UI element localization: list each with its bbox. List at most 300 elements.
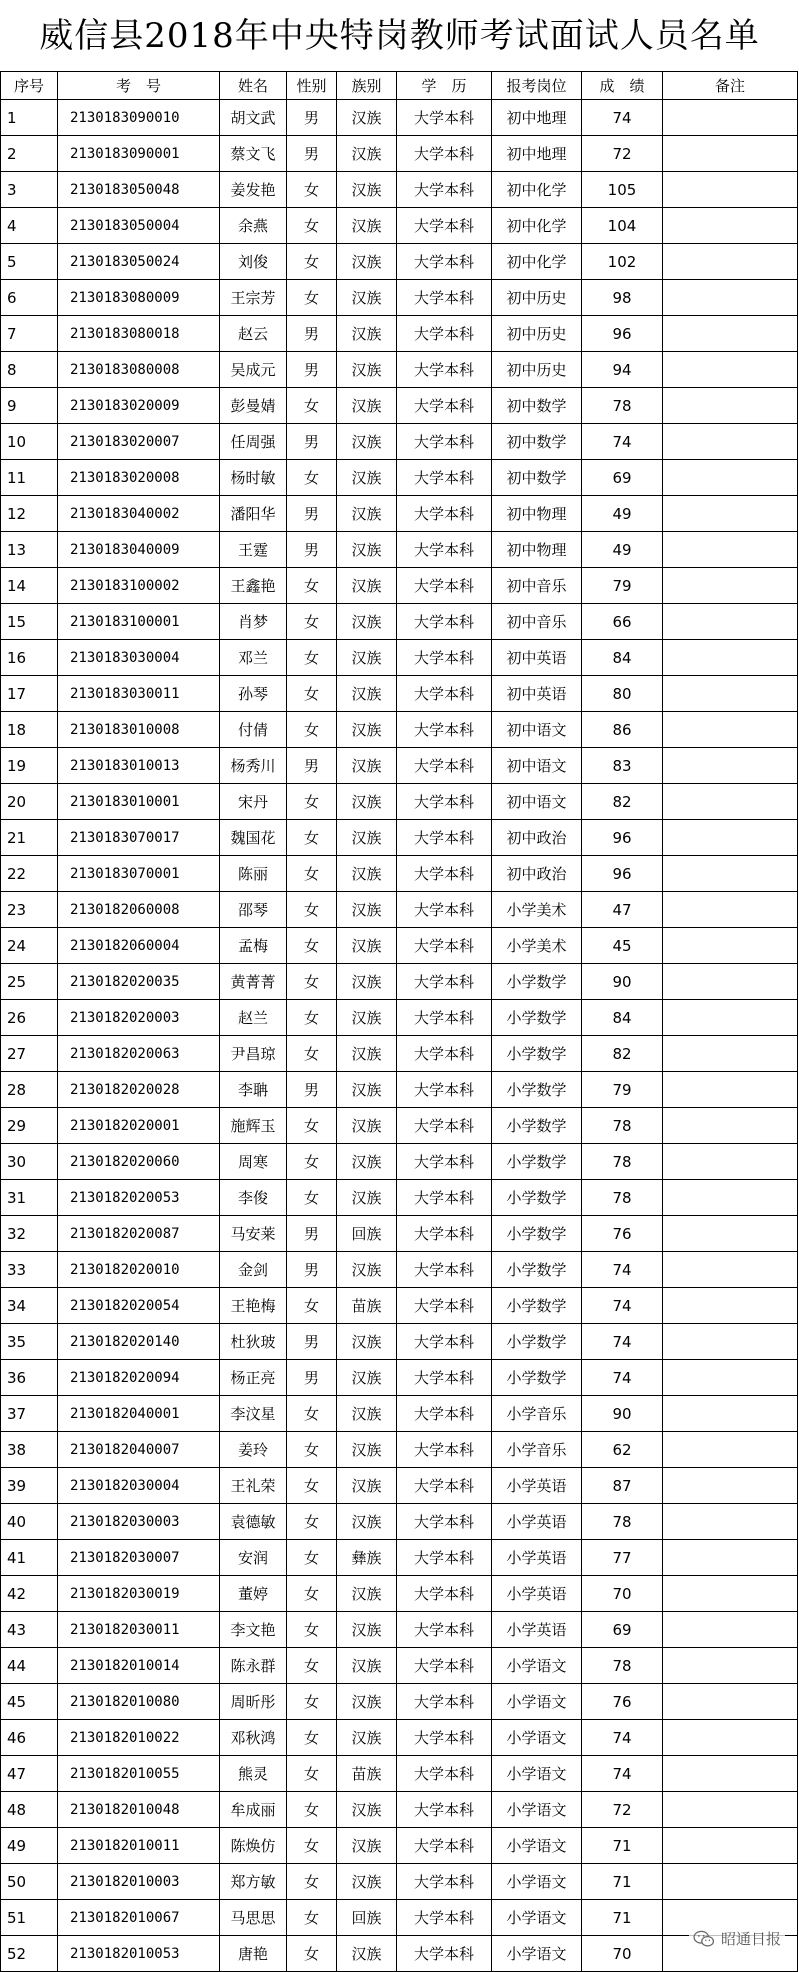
cell-name: 余燕 (220, 208, 287, 244)
cell-score: 102 (582, 244, 663, 280)
cell-remarks (663, 136, 798, 172)
cell-education: 大学本科 (397, 1324, 492, 1360)
cell-gender: 男 (287, 532, 337, 568)
cell-index: 47 (1, 1756, 58, 1792)
cell-exam-number: 2130183070017 (58, 820, 220, 856)
cell-exam-number: 2130182020060 (58, 1144, 220, 1180)
cell-index: 7 (1, 316, 58, 352)
table-row (1, 1648, 798, 1684)
table-row (1, 568, 798, 604)
cell-index: 19 (1, 748, 58, 784)
cell-position: 初中数学 (492, 460, 582, 496)
watermark-text: 昭通日报 (720, 1930, 781, 1948)
cell-ethnicity: 汉族 (337, 1648, 397, 1684)
cell-exam-number: 2130183080018 (58, 316, 220, 352)
cell-position: 初中数学 (492, 388, 582, 424)
cell-remarks (663, 1036, 798, 1072)
watermark (689, 1926, 785, 1951)
cell-remarks (663, 388, 798, 424)
cell-index: 26 (1, 1000, 58, 1036)
cell-position: 初中语文 (492, 712, 582, 748)
cell-ethnicity: 回族 (337, 1216, 397, 1252)
cell-remarks (663, 1684, 798, 1720)
cell-education: 大学本科 (397, 1036, 492, 1072)
cell-exam-number: 2130182010053 (58, 1936, 220, 1972)
cell-education: 大学本科 (397, 1144, 492, 1180)
cell-name: 施辉玉 (220, 1108, 287, 1144)
cell-exam-number: 2130182040001 (58, 1396, 220, 1432)
cell-education: 大学本科 (397, 1180, 492, 1216)
cell-name: 赵云 (220, 316, 287, 352)
cell-index: 42 (1, 1576, 58, 1612)
cell-exam-number: 2130183090001 (58, 136, 220, 172)
cell-index: 48 (1, 1792, 58, 1828)
cell-remarks (663, 1144, 798, 1180)
cell-education: 大学本科 (397, 460, 492, 496)
cell-position: 小学语文 (492, 1828, 582, 1864)
cell-remarks (663, 1756, 798, 1792)
cell-index: 40 (1, 1504, 58, 1540)
cell-position: 小学英语 (492, 1504, 582, 1540)
cell-exam-number: 2130182010014 (58, 1648, 220, 1684)
cell-score: 98 (582, 280, 663, 316)
cell-index: 46 (1, 1720, 58, 1756)
cell-exam-number: 2130183080008 (58, 352, 220, 388)
cell-remarks (663, 1648, 798, 1684)
table-row (1, 1576, 798, 1612)
cell-index: 14 (1, 568, 58, 604)
cell-index: 2 (1, 136, 58, 172)
cell-name: 彭曼婧 (220, 388, 287, 424)
cell-name: 李文艳 (220, 1612, 287, 1648)
cell-gender: 男 (287, 1252, 337, 1288)
cell-education: 大学本科 (397, 1900, 492, 1936)
cell-index: 52 (1, 1936, 58, 1972)
cell-index: 18 (1, 712, 58, 748)
cell-position: 初中语文 (492, 748, 582, 784)
cell-gender: 女 (287, 676, 337, 712)
cell-remarks (663, 424, 798, 460)
cell-name: 胡文武 (220, 100, 287, 136)
cell-index: 50 (1, 1864, 58, 1900)
cell-remarks (663, 1468, 798, 1504)
cell-exam-number: 2130182010003 (58, 1864, 220, 1900)
cell-gender: 女 (287, 1288, 337, 1324)
cell-education: 大学本科 (397, 1216, 492, 1252)
cell-exam-number: 2130182010067 (58, 1900, 220, 1936)
cell-score: 69 (582, 1612, 663, 1648)
table-row (1, 928, 798, 964)
table-row (1, 1000, 798, 1036)
cell-exam-number: 2130182020001 (58, 1108, 220, 1144)
cell-ethnicity: 汉族 (337, 712, 397, 748)
cell-gender: 女 (287, 604, 337, 640)
cell-ethnicity: 汉族 (337, 964, 397, 1000)
cell-position: 小学语文 (492, 1756, 582, 1792)
cell-remarks (663, 604, 798, 640)
cell-score: 74 (582, 424, 663, 460)
cell-gender: 男 (287, 316, 337, 352)
cell-name: 唐艳 (220, 1936, 287, 1972)
cell-gender: 女 (287, 1180, 337, 1216)
cell-education: 大学本科 (397, 1936, 492, 1972)
cell-name: 李俊 (220, 1180, 287, 1216)
cell-gender: 女 (287, 1936, 337, 1972)
cell-education: 大学本科 (397, 892, 492, 928)
cell-education: 大学本科 (397, 1468, 492, 1504)
cell-index: 27 (1, 1036, 58, 1072)
cell-exam-number: 2130182030004 (58, 1468, 220, 1504)
cell-name: 尹昌琼 (220, 1036, 287, 1072)
cell-position: 初中历史 (492, 280, 582, 316)
table-row (1, 316, 798, 352)
cell-index: 12 (1, 496, 58, 532)
cell-index: 23 (1, 892, 58, 928)
cell-position: 小学美术 (492, 928, 582, 964)
cell-position: 初中音乐 (492, 604, 582, 640)
cell-gender: 女 (287, 1000, 337, 1036)
table-row (1, 820, 798, 856)
cell-exam-number: 2130183010008 (58, 712, 220, 748)
cell-gender: 男 (287, 748, 337, 784)
cell-gender: 女 (287, 172, 337, 208)
cell-gender: 女 (287, 1396, 337, 1432)
cell-education: 大学本科 (397, 1756, 492, 1792)
cell-score: 104 (582, 208, 663, 244)
cell-education: 大学本科 (397, 568, 492, 604)
cell-position: 小学音乐 (492, 1432, 582, 1468)
cell-position: 初中政治 (492, 820, 582, 856)
cell-gender: 男 (287, 496, 337, 532)
cell-gender: 男 (287, 424, 337, 460)
cell-name: 肖梦 (220, 604, 287, 640)
cell-index: 38 (1, 1432, 58, 1468)
cell-score: 69 (582, 460, 663, 496)
cell-position: 初中地理 (492, 136, 582, 172)
cell-score: 78 (582, 1648, 663, 1684)
cell-position: 初中政治 (492, 856, 582, 892)
cell-education: 大学本科 (397, 1648, 492, 1684)
table-row (1, 496, 798, 532)
cell-position: 初中化学 (492, 208, 582, 244)
cell-education: 大学本科 (397, 1252, 492, 1288)
cell-name: 姜发艳 (220, 172, 287, 208)
cell-remarks (663, 856, 798, 892)
table-row (1, 208, 798, 244)
table-row (1, 748, 798, 784)
cell-index: 20 (1, 784, 58, 820)
cell-position: 初中英语 (492, 640, 582, 676)
cell-score: 79 (582, 1072, 663, 1108)
cell-education: 大学本科 (397, 1864, 492, 1900)
cell-index: 51 (1, 1900, 58, 1936)
cell-remarks (663, 1072, 798, 1108)
cell-position: 小学数学 (492, 1000, 582, 1036)
cell-exam-number: 2130183100001 (58, 604, 220, 640)
header-position: 报考岗位 (492, 72, 582, 100)
cell-position: 小学数学 (492, 964, 582, 1000)
table-row (1, 1720, 798, 1756)
table-row (1, 1144, 798, 1180)
cell-name: 蔡文飞 (220, 136, 287, 172)
cell-ethnicity: 汉族 (337, 1936, 397, 1972)
cell-exam-number: 2130183020008 (58, 460, 220, 496)
cell-ethnicity: 汉族 (337, 352, 397, 388)
cell-ethnicity: 汉族 (337, 244, 397, 280)
cell-ethnicity: 汉族 (337, 1000, 397, 1036)
cell-ethnicity: 汉族 (337, 172, 397, 208)
table-row (1, 1468, 798, 1504)
cell-remarks (663, 1180, 798, 1216)
cell-remarks (663, 568, 798, 604)
cell-ethnicity: 汉族 (337, 100, 397, 136)
cell-name: 黄菁菁 (220, 964, 287, 1000)
cell-position: 小学英语 (492, 1468, 582, 1504)
cell-index: 11 (1, 460, 58, 496)
cell-remarks (663, 1504, 798, 1540)
cell-exam-number: 2130183050048 (58, 172, 220, 208)
cell-ethnicity: 汉族 (337, 1180, 397, 1216)
cell-remarks (663, 784, 798, 820)
cell-ethnicity: 汉族 (337, 1504, 397, 1540)
cell-exam-number: 2130182020063 (58, 1036, 220, 1072)
table-row (1, 460, 798, 496)
cell-gender: 女 (287, 208, 337, 244)
cell-ethnicity: 汉族 (337, 1072, 397, 1108)
cell-remarks (663, 1216, 798, 1252)
cell-gender: 女 (287, 892, 337, 928)
cell-remarks (663, 1792, 798, 1828)
cell-score: 71 (582, 1900, 663, 1936)
cell-name: 王礼荣 (220, 1468, 287, 1504)
cell-gender: 女 (287, 1900, 337, 1936)
table-row (1, 784, 798, 820)
cell-exam-number: 2130183050024 (58, 244, 220, 280)
cell-education: 大学本科 (397, 100, 492, 136)
cell-education: 大学本科 (397, 1828, 492, 1864)
cell-gender: 女 (287, 784, 337, 820)
cell-exam-number: 2130182040007 (58, 1432, 220, 1468)
cell-gender: 女 (287, 280, 337, 316)
table-row (1, 1396, 798, 1432)
cell-name: 牟成丽 (220, 1792, 287, 1828)
table-row (1, 1036, 798, 1072)
cell-exam-number: 2130183070001 (58, 856, 220, 892)
cell-index: 49 (1, 1828, 58, 1864)
table-row (1, 1792, 798, 1828)
cell-name: 王霆 (220, 532, 287, 568)
cell-education: 大学本科 (397, 928, 492, 964)
cell-remarks (663, 280, 798, 316)
cell-score: 84 (582, 640, 663, 676)
cell-gender: 女 (287, 388, 337, 424)
table-row (1, 604, 798, 640)
cell-score: 66 (582, 604, 663, 640)
cell-score: 45 (582, 928, 663, 964)
cell-exam-number: 2130182010048 (58, 1792, 220, 1828)
cell-exam-number: 2130183020009 (58, 388, 220, 424)
cell-position: 初中历史 (492, 352, 582, 388)
cell-remarks (663, 1324, 798, 1360)
cell-position: 小学数学 (492, 1108, 582, 1144)
cell-score: 74 (582, 1288, 663, 1324)
cell-exam-number: 2130182020010 (58, 1252, 220, 1288)
cell-exam-number: 2130182020028 (58, 1072, 220, 1108)
cell-index: 35 (1, 1324, 58, 1360)
cell-score: 82 (582, 784, 663, 820)
cell-gender: 女 (287, 712, 337, 748)
cell-score: 71 (582, 1864, 663, 1900)
cell-remarks (663, 964, 798, 1000)
cell-index: 8 (1, 352, 58, 388)
table-row (1, 712, 798, 748)
cell-ethnicity: 彝族 (337, 1540, 397, 1576)
cell-gender: 女 (287, 568, 337, 604)
cell-position: 小学数学 (492, 1072, 582, 1108)
table-row (1, 1900, 798, 1936)
cell-ethnicity: 汉族 (337, 892, 397, 928)
cell-index: 41 (1, 1540, 58, 1576)
cell-education: 大学本科 (397, 1108, 492, 1144)
cell-ethnicity: 汉族 (337, 1612, 397, 1648)
table-row (1, 172, 798, 208)
cell-index: 28 (1, 1072, 58, 1108)
cell-name: 孙琴 (220, 676, 287, 712)
table-row (1, 280, 798, 316)
cell-name: 潘阳华 (220, 496, 287, 532)
cell-education: 大学本科 (397, 172, 492, 208)
cell-ethnicity: 汉族 (337, 748, 397, 784)
cell-score: 76 (582, 1216, 663, 1252)
cell-education: 大学本科 (397, 1720, 492, 1756)
cell-position: 小学英语 (492, 1612, 582, 1648)
cell-score: 78 (582, 388, 663, 424)
cell-remarks (663, 208, 798, 244)
cell-index: 4 (1, 208, 58, 244)
cell-education: 大学本科 (397, 388, 492, 424)
cell-score: 74 (582, 1720, 663, 1756)
cell-gender: 男 (287, 136, 337, 172)
cell-ethnicity: 汉族 (337, 820, 397, 856)
cell-position: 小学数学 (492, 1144, 582, 1180)
cell-gender: 女 (287, 1648, 337, 1684)
cell-exam-number: 2130182060004 (58, 928, 220, 964)
cell-score: 47 (582, 892, 663, 928)
page-title: 威信县2018年中央特岗教师考试面试人员名单 (39, 16, 760, 56)
cell-ethnicity: 汉族 (337, 1396, 397, 1432)
cell-education: 大学本科 (397, 856, 492, 892)
cell-gender: 女 (287, 1144, 337, 1180)
cell-gender: 女 (287, 1612, 337, 1648)
cell-score: 96 (582, 856, 663, 892)
cell-gender: 男 (287, 1216, 337, 1252)
cell-index: 10 (1, 424, 58, 460)
cell-exam-number: 2130183010013 (58, 748, 220, 784)
cell-score: 71 (582, 1828, 663, 1864)
cell-index: 6 (1, 280, 58, 316)
cell-exam-number: 2130182030011 (58, 1612, 220, 1648)
cell-score: 74 (582, 1756, 663, 1792)
cell-index: 16 (1, 640, 58, 676)
cell-gender: 女 (287, 856, 337, 892)
cell-name: 吴成元 (220, 352, 287, 388)
cell-ethnicity: 汉族 (337, 388, 397, 424)
cell-education: 大学本科 (397, 1432, 492, 1468)
cell-remarks (663, 712, 798, 748)
cell-gender: 男 (287, 100, 337, 136)
cell-position: 小学语文 (492, 1900, 582, 1936)
cell-education: 大学本科 (397, 1396, 492, 1432)
cell-gender: 女 (287, 1468, 337, 1504)
cell-gender: 女 (287, 820, 337, 856)
cell-ethnicity: 汉族 (337, 856, 397, 892)
table-row (1, 856, 798, 892)
cell-name: 邓兰 (220, 640, 287, 676)
cell-name: 杨时敏 (220, 460, 287, 496)
table-row (1, 1936, 798, 1972)
cell-exam-number: 2130182020035 (58, 964, 220, 1000)
cell-name: 陈永群 (220, 1648, 287, 1684)
cell-exam-number: 2130183030004 (58, 640, 220, 676)
cell-remarks (663, 820, 798, 856)
cell-index: 32 (1, 1216, 58, 1252)
cell-remarks (663, 496, 798, 532)
cell-index: 34 (1, 1288, 58, 1324)
cell-index: 17 (1, 676, 58, 712)
cell-education: 大学本科 (397, 316, 492, 352)
cell-score: 86 (582, 712, 663, 748)
cell-exam-number: 2130183010001 (58, 784, 220, 820)
cell-name: 魏国花 (220, 820, 287, 856)
cell-remarks (663, 1396, 798, 1432)
cell-name: 宋丹 (220, 784, 287, 820)
table-row (1, 1324, 798, 1360)
cell-ethnicity: 汉族 (337, 208, 397, 244)
cell-ethnicity: 汉族 (337, 928, 397, 964)
cell-position: 初中历史 (492, 316, 582, 352)
cell-score: 49 (582, 532, 663, 568)
cell-score: 96 (582, 820, 663, 856)
cell-exam-number: 2130183020007 (58, 424, 220, 460)
cell-name: 郑方敏 (220, 1864, 287, 1900)
cell-gender: 女 (287, 928, 337, 964)
cell-ethnicity: 汉族 (337, 1324, 397, 1360)
cell-position: 初中地理 (492, 100, 582, 136)
cell-score: 72 (582, 136, 663, 172)
cell-index: 5 (1, 244, 58, 280)
cell-score: 87 (582, 1468, 663, 1504)
cell-name: 周寒 (220, 1144, 287, 1180)
cell-gender: 女 (287, 244, 337, 280)
cell-remarks (663, 1252, 798, 1288)
cell-gender: 女 (287, 640, 337, 676)
cell-exam-number: 2130182020087 (58, 1216, 220, 1252)
cell-gender: 女 (287, 1540, 337, 1576)
cell-gender: 女 (287, 1432, 337, 1468)
cell-remarks (663, 640, 798, 676)
cell-exam-number: 2130182010011 (58, 1828, 220, 1864)
cell-position: 小学数学 (492, 1036, 582, 1072)
cell-index: 30 (1, 1144, 58, 1180)
cell-position: 小学数学 (492, 1252, 582, 1288)
cell-name: 马思思 (220, 1900, 287, 1936)
header-index: 序号 (1, 72, 58, 100)
cell-name: 刘俊 (220, 244, 287, 280)
table-header-row (1, 72, 798, 100)
cell-score: 78 (582, 1504, 663, 1540)
cell-index: 9 (1, 388, 58, 424)
cell-score: 96 (582, 316, 663, 352)
